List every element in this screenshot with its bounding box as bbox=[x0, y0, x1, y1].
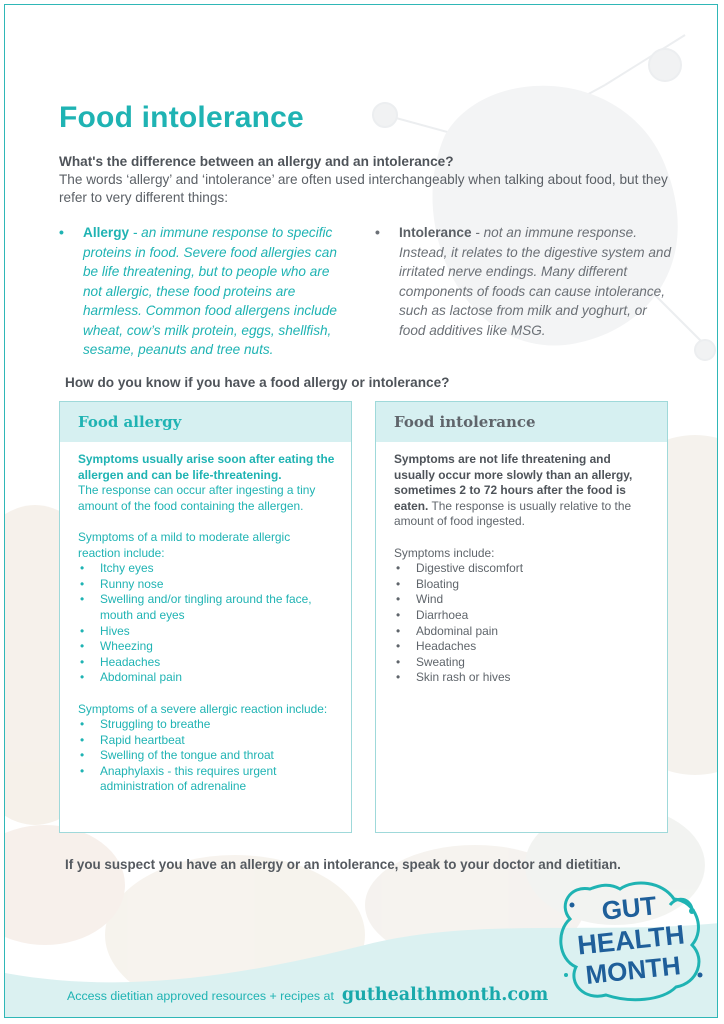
list-item: • Struggling to breathe bbox=[80, 717, 211, 732]
bullet: • bbox=[375, 224, 380, 240]
allergy-definition bbox=[59, 223, 349, 360]
intolerance-definition-text: - not an immune response. Instead, it relates to the digestive system and irritated nerve endings. Many different components of foods can cause intolerance, such as lactose from milk and yoghurt, or food additives like MSG. bbox=[399, 225, 672, 338]
intolerance-definition bbox=[375, 223, 675, 340]
gut-health-month-logo bbox=[550, 875, 710, 1007]
bullet: • bbox=[59, 224, 64, 240]
list-item: • Swelling and/or tingling around the face, mouth and eyes bbox=[80, 592, 312, 622]
list-item: • Sweating bbox=[396, 654, 465, 669]
card-body bbox=[376, 442, 667, 686]
list-item: • Swelling of the tongue and throat bbox=[80, 748, 274, 763]
allergy-lead-text: The response can occur after ingesting a tiny amount of the food containing the allergen. bbox=[78, 483, 316, 513]
card-body bbox=[60, 442, 351, 795]
list-item: • Itchy eyes bbox=[80, 561, 154, 576]
intolerance-lead-text: The response is usually relative to the amount of food ingested. bbox=[394, 498, 632, 529]
list-item: • Abdominal pain bbox=[80, 670, 182, 685]
card-heading: Food allergy bbox=[78, 413, 182, 431]
closing-advice: If you suspect you have an allergy or an intolerance, speak to your doctor and dietitian. bbox=[65, 857, 621, 872]
severe-symptoms-heading: Symptoms of a severe allergic reaction include: bbox=[78, 701, 328, 716]
list-item: • Bloating bbox=[396, 576, 459, 591]
list-item: • Skin rash or hives bbox=[396, 670, 511, 685]
allergy-definition-text: - an immune response to specific proteins in food. Severe food allergies can be life threatening, but to people who are not allergic, these food proteins are harmless. Common food allergens include wheat, cow’s milk protein, eggs, shellfish, sesame, peanuts and tree nuts. bbox=[83, 225, 337, 357]
website-link[interactable]: guthealthmonth.com bbox=[341, 985, 549, 1005]
footer bbox=[67, 985, 548, 1005]
intro-question: What's the difference between an allergy and an intolerance? bbox=[59, 154, 454, 169]
intolerance-lead-bold: Symptoms are not life threatening and usually occur more slowly than an allergy, sometimes 2 to 72 hours after the food is eaten. bbox=[394, 452, 633, 513]
allergy-term: Allergy bbox=[83, 225, 130, 240]
mild-symptoms-heading: Symptoms of a mild to moderate allergic reaction include: bbox=[78, 529, 291, 560]
logo-word-month: MONTH bbox=[584, 950, 683, 990]
list-item: • Runny nose bbox=[80, 576, 164, 591]
mild-symptoms-list bbox=[78, 561, 335, 686]
intro-section bbox=[59, 153, 679, 207]
card-heading: Food intolerance bbox=[394, 413, 536, 431]
footer-text: Access dietitian approved resources + recipes at bbox=[67, 989, 334, 1003]
list-item: • Hives bbox=[80, 623, 130, 638]
page-frame bbox=[4, 4, 718, 1018]
food-allergy-card bbox=[59, 401, 352, 833]
intolerance-term: Intolerance bbox=[399, 225, 472, 240]
symptoms-heading: Symptoms include: bbox=[394, 545, 495, 560]
list-item: • Digestive discomfort bbox=[396, 561, 524, 576]
card-header bbox=[60, 402, 351, 442]
section-question: How do you know if you have a food allergy or intolerance? bbox=[65, 375, 450, 390]
food-intolerance-card bbox=[375, 401, 668, 833]
severe-symptoms-list bbox=[78, 717, 335, 795]
logo-word-health: HEALTH bbox=[576, 919, 687, 961]
logo-word-gut: GUT bbox=[600, 890, 658, 926]
list-item: • Wheezing bbox=[80, 639, 153, 654]
list-item: • Anaphylaxis - this requires urgent administration of adrenaline bbox=[80, 763, 277, 794]
intolerance-symptoms-list bbox=[394, 561, 651, 686]
list-item: • Headaches bbox=[80, 654, 161, 669]
list-item: • Abdominal pain bbox=[396, 623, 498, 638]
list-item: • Diarrhoea bbox=[396, 607, 469, 622]
allergy-lead-bold: Symptoms usually arise soon after eating the allergen and can be life-threatening. bbox=[78, 452, 335, 482]
list-item: • Wind bbox=[396, 592, 444, 607]
list-item: • Rapid heartbeat bbox=[80, 732, 185, 747]
page-title: Food intolerance bbox=[59, 101, 304, 134]
intro-text: The words ‘allergy’ and ‘intolerance’ are often used interchangeably when talking about food, but they refer to very different things: bbox=[59, 172, 668, 205]
card-header bbox=[376, 402, 667, 442]
list-item: • Headaches bbox=[396, 639, 477, 654]
